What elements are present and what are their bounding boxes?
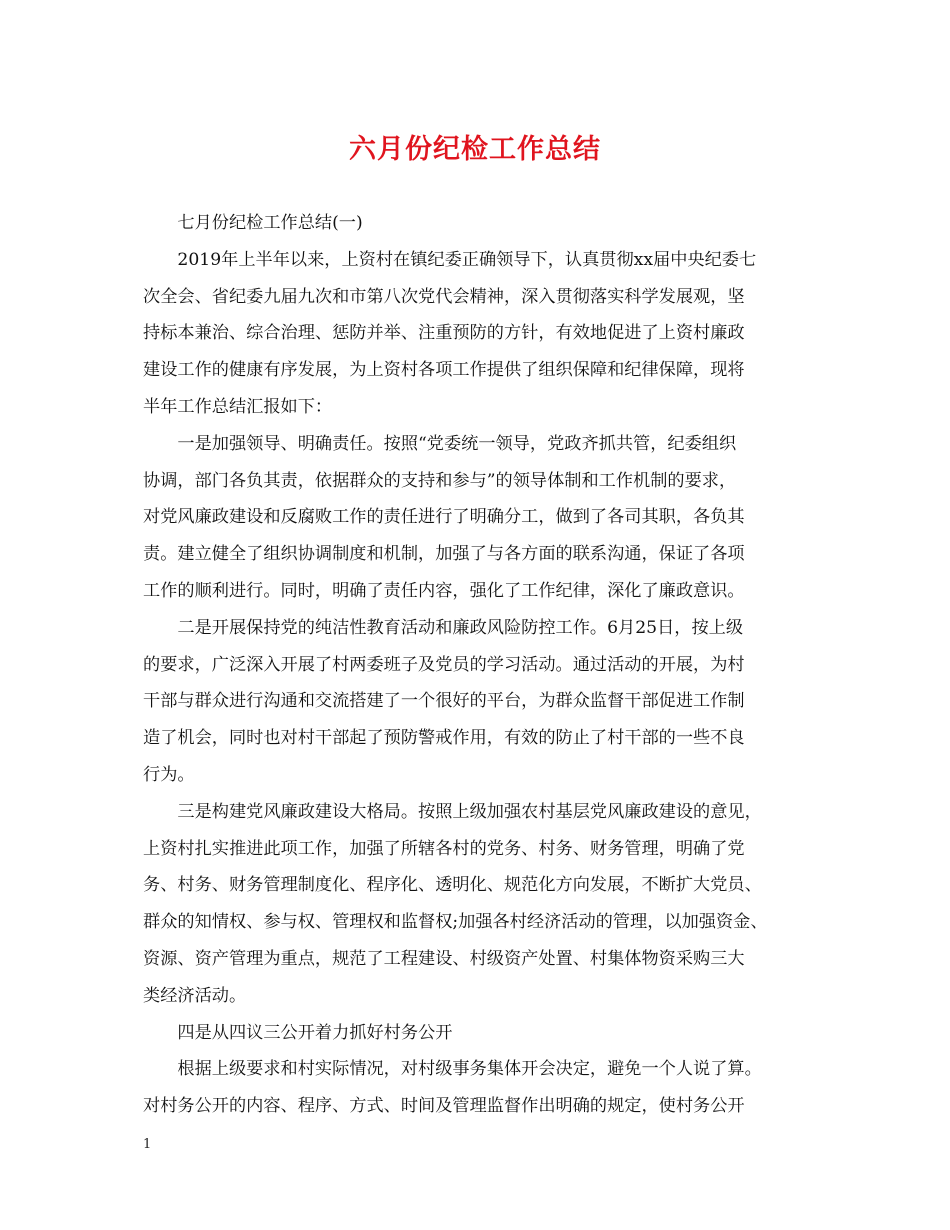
paragraph-line: 半年工作总结汇报如下： [143,396,333,417]
paragraph-line: 持标本兼治、综合治理、惩防并举、注重预防的方针，有效地促进了上资村廉政 [143,323,745,344]
document-body [143,205,815,1125]
paragraph-line: 干部与群众进行沟通和交流搭建了一个很好的平台，为群众监督干部促进工作制 [143,691,745,712]
paragraph-line: 次全会、省纪委九届九次和市第八次党代会精神，深入贯彻落实科学发展观，坚 [143,286,745,307]
paragraph-line: 协调，部门各负其责，依据群众的支持和参与”的领导体制和工作机制的要求， [143,470,737,491]
paragraph-line: 三是构建党风廉政建设大格局。按照上级加强农村基层党风廉政建设的意见， [177,801,762,822]
paragraph [143,610,815,794]
paragraph-line: 务、村务、财务管理制度化、程序化、透明化、规范化方向发展，不断扩大党员、 [143,875,762,896]
paragraph [143,426,815,610]
paragraph [143,242,815,426]
paragraph-line: 类经济活动。 [143,985,247,1006]
paragraph-line: 一是加强领导、明确责任。按照“党委统一领导，党政齐抓共管，纪委组织 [177,433,737,454]
paragraph-line: 对党风廉政建设和反腐败工作的责任进行了明确分工，做到了各司其职，各负其 [143,507,745,528]
paragraph-line: 根据上级要求和村实际情况，对村级事务集体开会决定，避免一个人说了算。 [177,1059,762,1080]
paragraph-line: 七月份纪检工作总结(一) [177,213,363,233]
paragraph-line: 对村务公开的内容、程序、方式、时间及管理监督作出明确的规定，使村务公开 [143,1096,745,1117]
paragraph [143,205,815,242]
paragraph-line: 建设工作的健康有序发展，为上资村各项工作提供了组织保障和纪律保障，现将 [143,360,745,381]
paragraph-line: 资源、资产管理为重点，规范了工程建设、村级资产处置、村集体物资采购三大 [143,948,745,969]
paragraph-line: 责。建立健全了组织协调制度和机制，加强了与各方面的联系沟通，保证了各项 [143,544,745,565]
paragraph [143,1051,815,1125]
paragraph [143,794,815,1015]
paragraph-line: 二是开展保持党的纯洁性教育活动和廉政风险防控工作。6月25日，按上级 [177,617,744,638]
paragraph-line: 群众的知情权、参与权、管理权和监督权;加强各村经济活动的管理，以加强资金、 [143,912,768,933]
paragraph [143,1015,815,1052]
paragraph-line: 上资村扎实推进此项工作，加强了所辖各村的党务、村务、财务管理，明确了党 [143,838,745,859]
paragraph-line: 行为。 [143,764,195,785]
document-title: 六月份纪检工作总结 [349,134,601,165]
paragraph-line: 工作的顺利进行。同时，明确了责任内容，强化了工作纪律，深化了廉政意识。 [143,580,745,601]
paragraph-line: 四是从四议三公开着力抓好村务公开 [177,1022,453,1043]
paragraph-line: 2019年上半年以来，上资村在镇纪委正确领导下，认真贯彻xx届中央纪委七 [177,249,757,270]
page-number: 1 [143,1137,152,1152]
paragraph-line: 的要求，广泛深入开展了村两委班子及党员的学习活动。通过活动的开展，为村 [143,654,745,675]
paragraph-line: 造了机会，同时也对村干部起了预防警戒作用，有效的防止了村干部的一些不良 [143,728,745,749]
